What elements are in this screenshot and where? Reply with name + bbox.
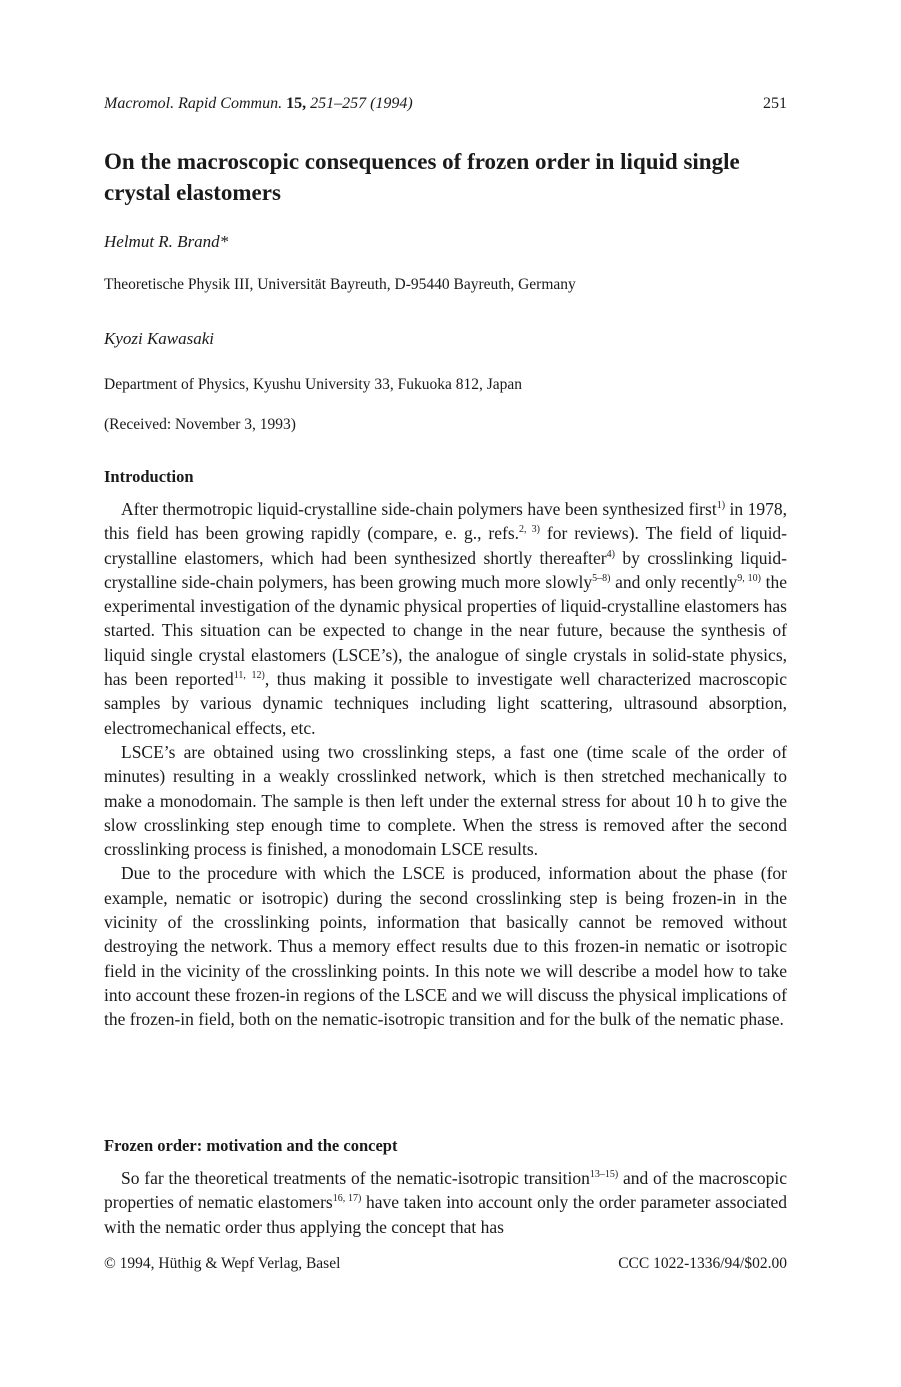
ccc-code: CCC 1022-1336/94/$02.00 <box>618 1255 787 1272</box>
journal-volume: 15, <box>286 95 307 112</box>
citation-ref: 1) <box>716 500 726 511</box>
frozen-order-body <box>104 1166 787 1239</box>
running-header <box>104 95 787 113</box>
section-heading-introduction: Introduction <box>104 467 194 486</box>
citation-ref: 11, 12) <box>233 670 265 682</box>
copyright-notice: © 1994, Hüthig & Wepf Verlag, Basel <box>104 1255 341 1272</box>
citation-ref: 9, 10) <box>737 572 761 584</box>
citation-ref: 13–15) <box>589 1169 619 1180</box>
paragraph: Due to the procedure with which the LSCE is produced, information about the phase (for example, nematic or isotropic) during the second crosslinking step is being frozen-in in the vicinity of the crosslinking points, information that basically cannot be removed without destroying the network. Thus a memory effect results due to this frozen-in nematic or isotropic field in the vicinity of the crosslinking points. In this note we will describe a model how to take into account these frozen-in regions of the LSCE and we will discuss the physical implications of the frozen-in field, both on the nematic-isotropic transition and for the bulk of the nematic phase. <box>104 863 787 1030</box>
text-run: in 1978, this field has been growing rapidly (compare, e. g., refs. <box>104 499 787 544</box>
author-name: Helmut R. Brand* <box>104 232 229 251</box>
citation-ref: 5–8) <box>592 572 611 584</box>
author-affiliation: Department of Physics, Kyushu University 33, Fukuoka 812, Japan <box>104 376 523 393</box>
paper-title: On the macroscopic consequences of frozen order in liquid single crystal elastomers <box>104 149 740 205</box>
page-footer <box>104 1255 787 1273</box>
citation-ref: 4) <box>606 548 615 560</box>
section-heading-frozen-order: Frozen order: motivation and the concept <box>104 1136 398 1155</box>
text-run: the experimental investigation of the dynamic physical properties of liquid-crystalline elastomers has started. This situation can be expected to change in the near future, because the synthesis of liquid single crystal elastomers (LSCE’s), the analogue of single crystals in solid-state physics, has been reported <box>104 571 787 690</box>
text-run: by crosslinking liquid-crystalline side-chain polymers, has been growing much more slowly <box>104 547 787 592</box>
paragraph: LSCE’s are obtained using two crosslinking steps, a fast one (time scale of the order of minutes) resulting in a weakly crosslinked network, which is then stretched mechanically to make a monodomain. The sample is then left under the external stress for about 10 h to give the slow crosslinking step enough time to complete. When the stress is removed after the second crosslinking process is finished, a monodomain LSCE results. <box>104 741 787 860</box>
text-run: for reviews). The field of liquid-crystalline elastomers, which had been synthesized shortly thereafter <box>104 523 788 568</box>
journal-citation <box>104 95 413 113</box>
text-run: and only recently <box>610 571 738 592</box>
text-run: , thus making it possible to investigate well characterized macroscopic samples by various dynamic techniques including light scattering, ultrasound absorption, electromechanical effects, etc. <box>104 669 787 738</box>
citation-ref: 16, 17) <box>332 1193 362 1205</box>
received-date: (Received: November 3, 1993) <box>104 416 296 433</box>
paragraph <box>104 1166 787 1239</box>
citation-ref: 2, 3) <box>519 524 540 536</box>
journal-pages: 251–257 (1994) <box>310 95 413 112</box>
journal-name: Macromol. Rapid Commun. <box>104 95 283 112</box>
text-run: After thermotropic liquid-crystalline side-chain polymers have been synthesized first <box>121 499 717 519</box>
page-number: 251 <box>763 95 787 112</box>
text-run: have taken into account only the order parameter associated with the nematic order thus applying the concept that has <box>104 1192 787 1237</box>
author-affiliation: Theoretische Physik III, Universität Bayreuth, D-95440 Bayreuth, Germany <box>104 276 576 293</box>
paragraph <box>104 497 787 740</box>
introduction-body <box>104 497 787 1032</box>
text-run: and of the macroscopic properties of nematic elastomers <box>104 1168 787 1213</box>
author-name: Kyozi Kawasaki <box>104 329 215 348</box>
text-run: So far the theoretical treatments of the nematic-isotropic transition <box>121 1168 590 1188</box>
